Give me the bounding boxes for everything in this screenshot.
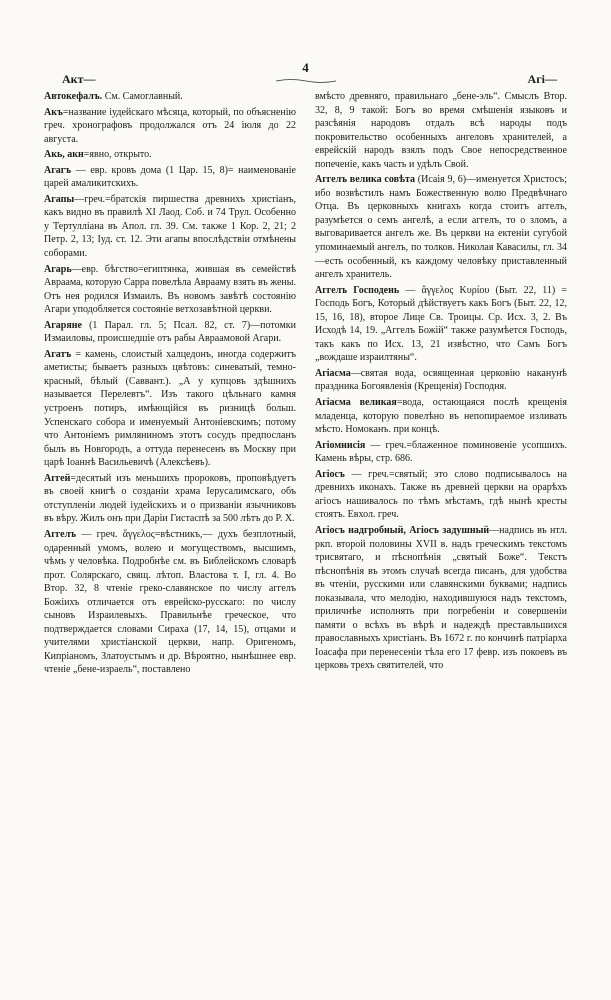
entry-headword: Акь, акн bbox=[44, 149, 84, 161]
dictionary-entry bbox=[44, 193, 296, 261]
dictionary-entry bbox=[44, 263, 296, 317]
dictionary-entry bbox=[44, 164, 296, 191]
entry-headword: Агапы bbox=[44, 193, 75, 205]
entry-headword: Агіосъ надгробный, Агіосъ задушный bbox=[315, 524, 490, 536]
dictionary-entry bbox=[315, 524, 567, 673]
entry-definition: =явно, открыто. bbox=[83, 149, 152, 161]
entry-definition: = камень, слоистый халцедонъ, иногда содержитъ аметисты; бываетъ разныхъ цвѣтовъ: синеватый, темно-красный, бѣлый (Саввант.). „А у купцовъ здѣшнихъ называется Перелевтъ“. Изъ такого цѣльнаго камня устроенъ потиръ, имѣющійся въ ризницѣ больш. Успенскаго собора и именуемый Антоніевскимъ; потому что Антоніемъ римляниномъ этотъ сосудъ предпосланъ былъ въ Новгородъ, а оттуда перенесенъ въ Москву при царѣ Іоаннѣ Васильевичѣ (Алексѣевъ). bbox=[44, 348, 296, 469]
dictionary-entry bbox=[315, 284, 567, 365]
dictionary-entry bbox=[44, 472, 296, 526]
dictionary-entry bbox=[44, 106, 296, 147]
dictionary-entry bbox=[315, 173, 567, 281]
entry-definition: —надпись въ нтл. ркп. второй половины XVII в. надъ греческимъ текстомъ трисвятаго, и пѣснопѣнія „святый Боже“. Текстъ пѣснопѣнія въ этомъ случаѣ всегда писанъ, для удобства въ чтеніи, русскими или славянскими буквами; надпись показывала, что мелодію, находившуюся надъ текстомъ, приличнѣе исполнять при погребеніи и совершеніи памяти о всѣхъ въ вѣрѣ и надеждѣ преставльшихся православныхъ христіанъ. Въ 1672 г. по кончинѣ патріарха Іоасафа при перенесеніи тѣла его 17 февр. изъ покоевъ въ церковь трехъ святителей, что bbox=[315, 524, 567, 672]
dictionary-entry bbox=[315, 439, 567, 466]
entry-headword: Аггелъ велика совѣта bbox=[315, 174, 416, 186]
dictionary-entry bbox=[44, 148, 296, 162]
entry-definition: (1 Парал. гл. 5; Псал. 82, ст. 7)—потомки Измаиловы, происшедшіе отъ рабы Авраамовой Агари. bbox=[44, 319, 296, 345]
entry-headword: Агіасма bbox=[315, 367, 351, 379]
entry-definition: =название іудейскаго мѣсяца, который, по объясненію греч. хронографовъ продолжался отъ 24 іюля до 22 августа. bbox=[44, 106, 296, 145]
dictionary-entry bbox=[315, 367, 567, 394]
entry-definition: — ἄγγελος Κυρίου (Быт. 22, 11) = Господь Богъ, Который дѣйствуетъ какъ Богъ (Быт. 22, 12, 15, 16, 18), второе Лице Св. Троицы. Ср. Исх. 3, 2. Въ Исходѣ 14, 19. „Аггелъ Божій“ также разумѣется Господь, такъ какъ по Исх. 13, 21 извѣстно, что Самъ Богъ „вождаше израилтяны“. bbox=[315, 284, 567, 364]
entry-headword: Агарь bbox=[44, 263, 72, 275]
entry-definition: См. Самоглавный. bbox=[102, 91, 183, 102]
entry-headword: Аггей bbox=[44, 472, 71, 484]
entry-headword: Агіосъ bbox=[315, 468, 345, 480]
entry-definition: =вода, остающаяся послѣ крещенія младенца, которую повелѣно въ непопираемое изливать мѣсто. Номоканъ. при концѣ. bbox=[315, 397, 567, 436]
entry-definition: — греч.=святый; это слово подписывалось на древнихъ иконахъ. Также въ древней церкви на орарѣхъ агіосъ нашивалось по тѣмъ мѣстамъ, гдѣ нынѣ кресты стоятъ. Евхол. греч. bbox=[315, 468, 567, 521]
header-right-catchword: Агі— bbox=[527, 72, 557, 86]
entry-definition: —евр. бѣгство=египтянка, жившая въ семействѣ Авраама, которую Сарра повелѣла Аврааму взять въ жены. Отъ нея родился Измаилъ. Въ новомъ завѣтѣ состоянію Агари уподобляется состояніе ветхозавѣтной церкви. bbox=[44, 263, 296, 316]
entry-definition: — греч.=блаженное поминовеніе усопшихъ. Камень вѣры, стр. 686. bbox=[315, 439, 567, 465]
entry-definition: — греч. ἄγγελος=вѣстникъ,— духъ безплотный, одаренный умомъ, волею и могуществомъ, высшимъ, чѣмъ у человѣка. Подробнѣе см. въ Библейскомъ словарѣ прот. Солярскаго, свящ. лѣтоп. Властова т. I, гл. 4. Во Втор. 32, 8 чтеніе греко-славянское по числу аггелъ Божіихъ отличается отъ еврейско-русскаго: по числу сыновъ Израилевыхъ. Правильнѣе греческое, что подтверждается словами Сираха (17, 14, 15), отцами и учителями христіанской церкви, напр. Оригеномъ, Кипріаномъ, Златоустымъ и др. Вѣроятно, нынѣшнее евр. чтеніе „бене-израель“, поставлено bbox=[44, 528, 296, 676]
right-column bbox=[315, 90, 567, 679]
entry-definition: =десятый изъ меньшихъ пророковъ, проповѣдуетъ въ своей книгѣ о созданіи храма Іерусалимскаго, объ отступленіи людей іудейскихъ и о призваніи язычниковъ въ вѣру. Жилъ онъ при Даріи Гистаспѣ за 500 лѣтъ до Р. Х. bbox=[44, 472, 296, 525]
page-number: 4 bbox=[302, 60, 309, 75]
two-column-body bbox=[44, 90, 567, 679]
dictionary-entry bbox=[315, 396, 567, 437]
dictionary-entry bbox=[44, 348, 296, 470]
entry-headword: Агагъ bbox=[44, 164, 72, 176]
dictionary-entry bbox=[44, 319, 296, 346]
entry-headword: Агіасма великая bbox=[315, 397, 397, 409]
dictionary-entry bbox=[315, 468, 567, 522]
page-header bbox=[44, 56, 567, 86]
dictionary-entry bbox=[44, 90, 296, 104]
entry-headword: Агаряне bbox=[44, 319, 82, 331]
entry-headword: Аггелъ Господень bbox=[315, 284, 400, 296]
entry-definition: —святая вода, освященная церковію наканунѣ праздника Богоявленія (Крещенія) Господня. bbox=[315, 367, 567, 393]
left-column bbox=[44, 90, 296, 679]
entry-definition: — евр. кровъ дома (1 Цар. 15, 8)= наименованіе царей амаликитскихъ. bbox=[44, 164, 296, 190]
entry-headword: Агіомнисія bbox=[315, 439, 366, 451]
header-ornament-icon bbox=[276, 78, 336, 84]
entry-headword: Акъ bbox=[44, 106, 63, 118]
entry-headword: Автокефалъ. bbox=[44, 91, 103, 102]
entry-definition: —греч.=братскія пиршества древнихъ христіанъ, какъ видно въ правилѣ XI Лаод. Соб. и 74 Трул. Особенно у Тертулліана въ Апол. гл. 39. См. также 1 Кор. 2, 21; 2 Петр. 2, 13; Іуд. ст. 12. Эти агапы впослѣдствіи отмѣнены соборами. bbox=[44, 193, 296, 260]
dictionary-entry bbox=[315, 90, 567, 171]
entry-definition: (Исаія 9, 6)—именуется Христосъ; ибо возвѣстилъ намъ Божественную волю Предвѣчнаго Отца. Въ церковныхъ книгахъ когда стоитъ аггелъ, разумѣется о семъ ангелѣ, а если аггелъ, то о зломъ, а выговаривается ангелъ же. Въ церкви на ектеніи сугубой упоминаемый ангелъ, по толков. Николая Кавасилы, гл. 34—есть особенный, къ каждому человѣку приставленный ангелъ хранитель. bbox=[315, 174, 567, 281]
header-left-catchword: Акт— bbox=[62, 72, 96, 86]
entry-definition: вмѣсто древняго, правильнаго „бене-эль“. Смыслъ Втор. 32, 8, 9 такой: Богъ во время смѣшенія языковъ и разсѣянія народовъ отдалъ всѣ народы подъ покровительство особенныхъ ангеловъ хранителей, а еврейскій народъ взялъ подъ Свое непосредственное попеченіе, какъ часть и удѣлъ Свой. bbox=[315, 91, 567, 170]
dictionary-entry bbox=[44, 528, 296, 677]
entry-headword: Аггелъ bbox=[44, 528, 77, 540]
entry-headword: Агатъ bbox=[44, 348, 72, 360]
